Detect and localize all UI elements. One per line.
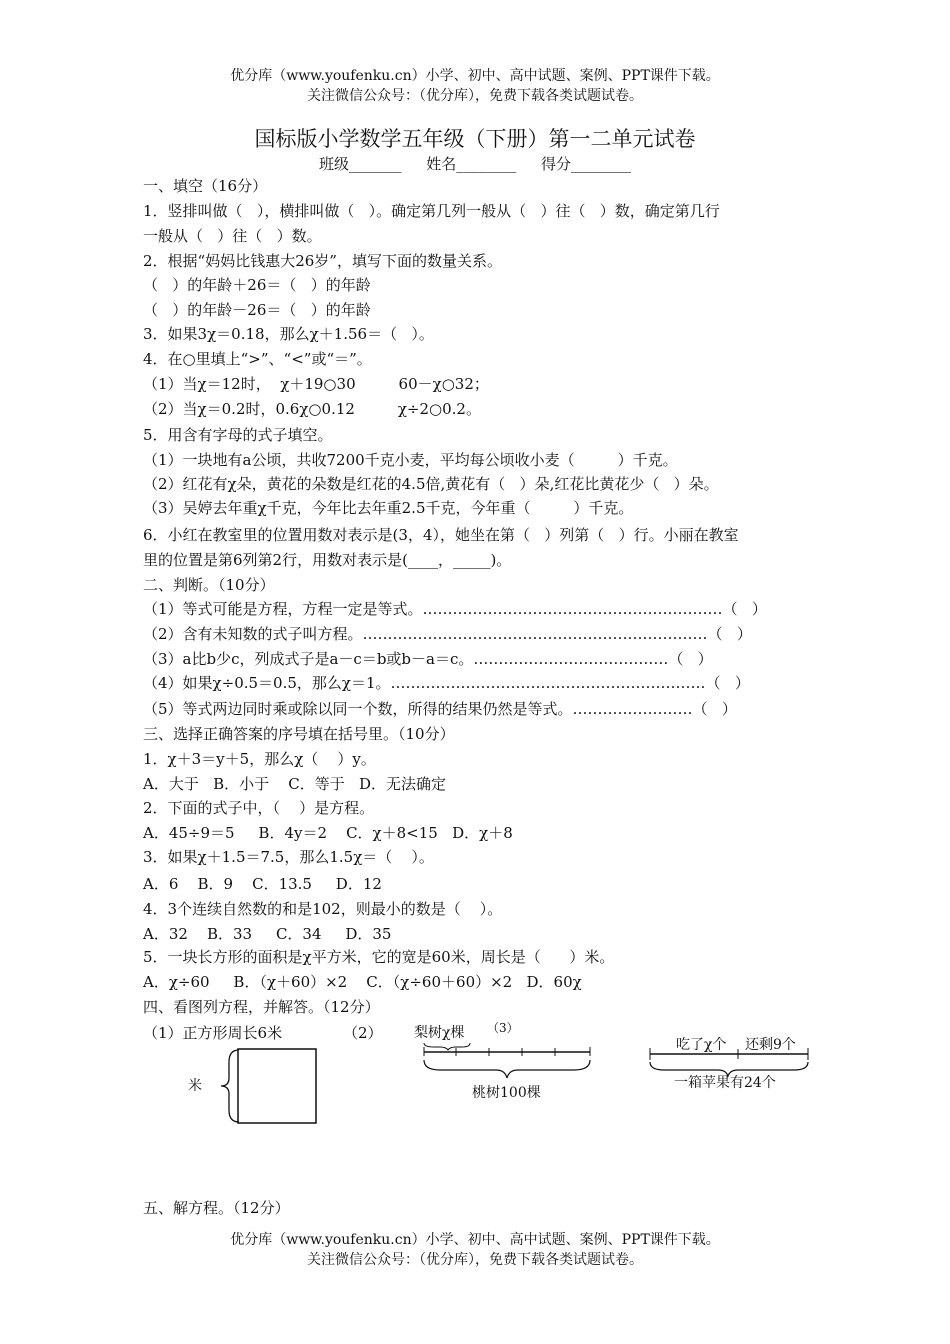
choice-options: A．6 B．9 C．13.5 D．12	[143, 875, 382, 893]
choice-options: A．大于 B．小于 C．等于 D．无法确定	[143, 775, 447, 793]
header-line-2: 关注微信公众号：（优分库），免费下载各类试题试卷。	[307, 88, 643, 104]
section-1-heading: 一、填空（16分）	[143, 177, 268, 195]
judgment-item: （1）等式可能是方程，方程一定是等式。……………………………………………………（ ）	[143, 600, 767, 618]
figure-1-label: （1）正方形周长6米	[143, 1024, 283, 1042]
score-field: 得分________	[541, 155, 632, 173]
footer-line-1: 优分库（www.youfenku.cn）小学、初中、高中试题、案例、PPT课件下载。	[230, 1232, 720, 1248]
question-line: （2）红花有χ朵，黄花的朵数是红花的4.5倍,黄花有（ ）朵,红花比黄花少（ ）朵。	[143, 475, 719, 493]
judgment-item: （2）含有未知数的式子叫方程。……………………………………………………………（ ）	[143, 625, 752, 643]
question-line: 2．根据“妈妈比钱惠大26岁”，填写下面的数量关系。	[143, 252, 502, 270]
question-line: （ ）的年龄＋26＝（ ）的年龄	[143, 276, 371, 294]
pear-trees-label: 梨树χ棵	[414, 1025, 465, 1041]
figure-diagrams	[0, 1018, 950, 1178]
section-4-heading: 四、看图列方程，并解答。（12分）	[143, 998, 380, 1016]
question-line: （1）一块地有a公顷，共收7200千克小麦，平均每公顷收小麦（ ）千克。	[143, 451, 678, 469]
section-2-heading: 二、判断。（10分）	[143, 576, 275, 594]
figure-3-label: （3）	[487, 1021, 519, 1035]
choice-question: 1．χ＋3＝y＋5，那么χ（ ）y。	[143, 750, 376, 768]
choice-question: 3．如果χ＋1.5＝7.5，那么1.5χ＝（ ）。	[143, 848, 434, 866]
choice-options: A．32 B．33 C．34 D．35	[143, 925, 392, 943]
student-info	[0, 153, 950, 174]
question-line: （1）当χ＝12时， χ＋19○30 60－χ○32；	[143, 375, 489, 393]
ate-label: 吃了χ个	[676, 1037, 727, 1053]
question-line: （3）吴婷去年重χ千克，今年比去年重2.5千克，今年重（ ）千克。	[143, 499, 634, 517]
question-line: 里的位置是第6列第2行，用数对表示是(____，_____)。	[143, 551, 512, 569]
peach-trees-label: 桃树100棵	[472, 1085, 541, 1101]
question-line: 一般从（ ）往（ ）数。	[143, 227, 322, 245]
choice-question: 4．3个连续自然数的和是102，则最小的数是（ ）。	[143, 900, 503, 918]
square-shape	[238, 1049, 316, 1123]
section-3-heading: 三、选择正确答案的序号填在括号里。（10分）	[143, 725, 455, 743]
question-line: 3．如果3χ＝0.18，那么χ＋1.56＝（ ）。	[143, 325, 434, 343]
name-field: 姓名________	[426, 155, 517, 173]
choice-question: 5．一块长方形的面积是χ平方米，它的宽是60米，周长是（ ）米。	[143, 948, 615, 966]
pear-brace	[424, 1043, 470, 1050]
apple-brace	[650, 1062, 808, 1076]
choice-options: A．45÷9＝5 B．4y＝2 C．χ＋8<15 D．χ＋8	[143, 824, 513, 842]
choice-question: 2．下面的式子中，（ ）是方程。	[143, 799, 375, 817]
section-5-heading: 五、解方程。（12分）	[143, 1199, 290, 1217]
question-line: 5．用含有字母的式子填空。	[143, 426, 333, 444]
question-line: 1．竖排叫做（ ），横排叫做（ ）。确定第几列一般从（ ）往（ ）数，确定第几行	[143, 202, 720, 220]
question-line: 6．小红在教室里的位置用数对表示是(3，4），她坐在第（ ）列第（ ）行。小丽在教室	[143, 526, 739, 544]
left-over-label: 还剩9个	[745, 1037, 796, 1053]
question-line: （ ）的年龄－26＝（ ）的年龄	[143, 301, 371, 319]
square-side-label: 米	[188, 1078, 202, 1094]
figure-2-label: （2）	[343, 1024, 383, 1042]
question-line: 4．在○里填上“>”、“<”或“＝”。	[143, 350, 372, 368]
side-brace	[221, 1050, 239, 1122]
question-line: （2）当χ＝0.2时，0.6χ○0.12 χ÷2○0.2。	[143, 400, 481, 418]
judgment-item: （3）a比b少c，列成式子是a－c＝b或b－a＝c。…………………………………（ ）	[143, 650, 713, 668]
judgment-item: （4）如果χ÷0.5＝0.5，那么χ＝1。………………………………………………………（ ）	[143, 674, 750, 692]
footer-line-2: 关注微信公众号：（优分库），免费下载各类试题试卷。	[307, 1252, 643, 1268]
judgment-item: （5）等式两边同时乘或除以同一个数，所得的结果仍然是等式。……………………（ ）	[143, 700, 737, 718]
box-apples-label: 一箱苹果有24个	[674, 1075, 776, 1091]
header-line-1: 优分库（www.youfenku.cn）小学、初中、高中试题、案例、PPT课件下载。	[230, 68, 720, 84]
peach-brace	[424, 1060, 590, 1078]
choice-options: A．χ÷60 B．（χ＋60）×2 C．（χ÷60＋60）×2 D．60χ	[143, 973, 582, 991]
page-title: 国标版小学数学五年级（下册）第一二单元试卷	[254, 127, 696, 151]
class-field: 班级_______	[318, 155, 402, 173]
